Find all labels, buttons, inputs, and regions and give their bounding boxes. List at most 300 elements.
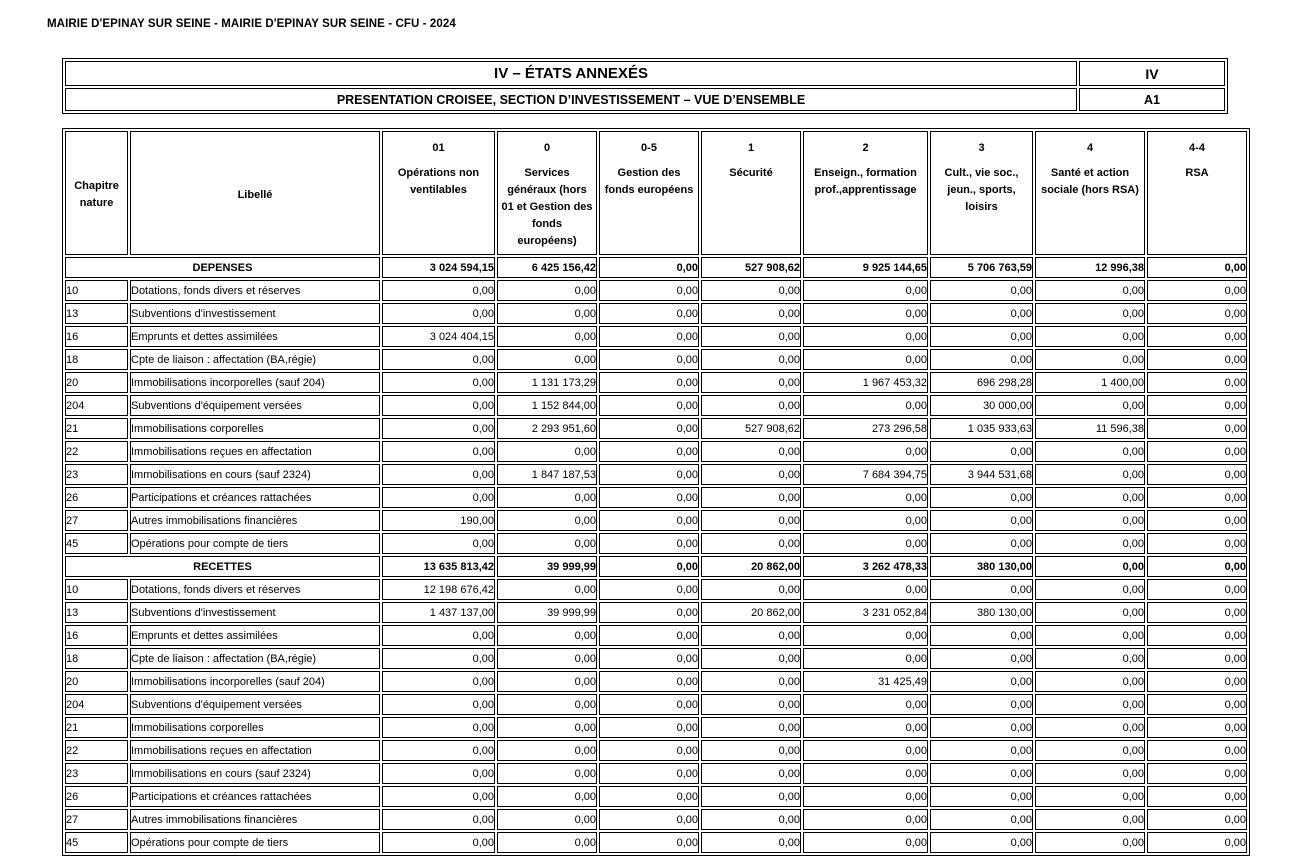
value-cell: 0,00 bbox=[1035, 579, 1145, 600]
table-row-depenses-16 bbox=[65, 326, 1247, 347]
table-row-recettes-10 bbox=[65, 579, 1247, 600]
value-cell: 0,00 bbox=[1035, 763, 1145, 784]
value-cell: 3 944 531,68 bbox=[930, 464, 1033, 485]
value-cell: 0,00 bbox=[1035, 602, 1145, 623]
value-cell: 0,00 bbox=[701, 625, 801, 646]
chapter-code-cell: 21 bbox=[65, 717, 128, 738]
table-row-depenses-27 bbox=[65, 510, 1247, 531]
libelle-header-cell: Libellé bbox=[130, 131, 380, 255]
value-cell: 0,00 bbox=[382, 487, 495, 508]
value-cell: 0,00 bbox=[1035, 464, 1145, 485]
value-cell: 0,00 bbox=[930, 326, 1033, 347]
value-cell: 0,00 bbox=[382, 832, 495, 853]
section-total-cell: 9 925 144,65 bbox=[803, 257, 928, 278]
value-cell: 0,00 bbox=[701, 441, 801, 462]
value-cell: 0,00 bbox=[930, 625, 1033, 646]
value-cell: 0,00 bbox=[930, 786, 1033, 807]
chapter-label-cell: Participations et créances rattachées bbox=[130, 786, 380, 807]
section-total-cell: 39 999,99 bbox=[497, 556, 597, 577]
value-cell: 0,00 bbox=[497, 579, 597, 600]
value-cell: 0,00 bbox=[382, 625, 495, 646]
value-cell: 0,00 bbox=[1147, 809, 1247, 830]
value-cell: 0,00 bbox=[382, 418, 495, 439]
value-cell: 0,00 bbox=[1147, 303, 1247, 324]
value-cell: 273 296,58 bbox=[803, 418, 928, 439]
value-cell: 0,00 bbox=[803, 487, 928, 508]
value-cell: 0,00 bbox=[701, 533, 801, 554]
function-column-header-4-4 bbox=[1147, 131, 1247, 255]
chapter-label-cell: Opérations pour compte de tiers bbox=[130, 832, 380, 853]
chapter-code-cell: 16 bbox=[65, 625, 128, 646]
title-block bbox=[62, 58, 1228, 114]
chapter-code-cell: 10 bbox=[65, 579, 128, 600]
value-cell: 0,00 bbox=[701, 487, 801, 508]
function-column-header-4 bbox=[1035, 131, 1145, 255]
section-total-cell: 12 996,38 bbox=[1035, 257, 1145, 278]
value-cell: 0,00 bbox=[599, 763, 699, 784]
value-cell: 0,00 bbox=[803, 510, 928, 531]
value-cell: 0,00 bbox=[1147, 441, 1247, 462]
chapter-label-cell: Dotations, fonds divers et réserves bbox=[130, 579, 380, 600]
value-cell: 0,00 bbox=[599, 832, 699, 853]
value-cell: 0,00 bbox=[497, 763, 597, 784]
value-cell: 0,00 bbox=[701, 280, 801, 301]
chapter-code-cell: 10 bbox=[65, 280, 128, 301]
value-cell: 0,00 bbox=[382, 533, 495, 554]
value-cell: 0,00 bbox=[1147, 487, 1247, 508]
table-row-depenses-13 bbox=[65, 303, 1247, 324]
value-cell: 0,00 bbox=[497, 694, 597, 715]
chapter-code-cell: 22 bbox=[65, 441, 128, 462]
value-cell: 0,00 bbox=[1035, 326, 1145, 347]
value-cell: 0,00 bbox=[701, 694, 801, 715]
table-row-recettes-45 bbox=[65, 832, 1247, 853]
value-cell: 696 298,28 bbox=[930, 372, 1033, 393]
value-cell: 0,00 bbox=[1035, 349, 1145, 370]
value-cell: 0,00 bbox=[497, 671, 597, 692]
chapter-label-cell: Opérations pour compte de tiers bbox=[130, 533, 380, 554]
value-cell: 0,00 bbox=[382, 809, 495, 830]
value-cell: 31 425,49 bbox=[803, 671, 928, 692]
value-cell: 1 152 844,00 bbox=[497, 395, 597, 416]
column-label: Services généraux (hors 01 et Gestion des fonds européens) bbox=[501, 167, 593, 247]
table-row-recettes-13 bbox=[65, 602, 1247, 623]
value-cell: 0,00 bbox=[599, 372, 699, 393]
function-column-header-1 bbox=[701, 131, 801, 255]
value-cell: 0,00 bbox=[382, 671, 495, 692]
value-cell: 0,00 bbox=[803, 533, 928, 554]
chapter-label-cell: Immobilisations incorporelles (sauf 204) bbox=[130, 671, 380, 692]
section-total-cell: 0,00 bbox=[1035, 556, 1145, 577]
chapter-code-cell: 22 bbox=[65, 740, 128, 761]
column-code: 1 bbox=[747, 142, 755, 154]
value-cell: 0,00 bbox=[1147, 763, 1247, 784]
chapter-code-cell: 26 bbox=[65, 487, 128, 508]
table-row-depenses-204 bbox=[65, 395, 1247, 416]
value-cell: 0,00 bbox=[599, 280, 699, 301]
section-title-cell: DEPENSES bbox=[65, 257, 380, 278]
value-cell: 0,00 bbox=[382, 372, 495, 393]
table-row-depenses-26 bbox=[65, 487, 1247, 508]
section-total-cell: 3 024 594,15 bbox=[382, 257, 495, 278]
column-label: RSA bbox=[1185, 167, 1209, 179]
value-cell: 0,00 bbox=[1147, 395, 1247, 416]
value-cell: 0,00 bbox=[497, 832, 597, 853]
value-cell: 0,00 bbox=[930, 740, 1033, 761]
section-title-cell: RECETTES bbox=[65, 556, 380, 577]
value-cell: 0,00 bbox=[803, 395, 928, 416]
value-cell: 0,00 bbox=[497, 349, 597, 370]
chapter-label-cell: Participations et créances rattachées bbox=[130, 487, 380, 508]
section-total-cell: 0,00 bbox=[1147, 257, 1247, 278]
value-cell: 0,00 bbox=[382, 648, 495, 669]
value-cell: 0,00 bbox=[1035, 671, 1145, 692]
value-cell: 0,00 bbox=[803, 763, 928, 784]
value-cell: 0,00 bbox=[1035, 740, 1145, 761]
table-row-recettes-23 bbox=[65, 763, 1247, 784]
value-cell: 0,00 bbox=[1147, 349, 1247, 370]
chapter-code-cell: 26 bbox=[65, 786, 128, 807]
value-cell: 0,00 bbox=[1147, 464, 1247, 485]
section-total-cell: 20 862,00 bbox=[701, 556, 801, 577]
column-label: Gestion des fonds européens bbox=[604, 167, 694, 196]
chapter-label-cell: Subventions d'investissement bbox=[130, 602, 380, 623]
value-cell: 0,00 bbox=[1147, 533, 1247, 554]
chapter-label-cell: Immobilisations corporelles bbox=[130, 418, 380, 439]
chapter-label-cell: Dotations, fonds divers et réserves bbox=[130, 280, 380, 301]
value-cell: 1 967 453,32 bbox=[803, 372, 928, 393]
value-cell: 0,00 bbox=[930, 533, 1033, 554]
value-cell: 12 198 676,42 bbox=[382, 579, 495, 600]
value-cell: 0,00 bbox=[599, 533, 699, 554]
value-cell: 0,00 bbox=[497, 533, 597, 554]
investment-cross-presentation-table bbox=[62, 128, 1250, 856]
value-cell: 0,00 bbox=[701, 510, 801, 531]
value-cell: 0,00 bbox=[701, 740, 801, 761]
value-cell: 0,00 bbox=[382, 395, 495, 416]
value-cell: 0,00 bbox=[701, 464, 801, 485]
function-column-header-0 bbox=[497, 131, 597, 255]
section-total-cell: 0,00 bbox=[1147, 556, 1247, 577]
value-cell: 0,00 bbox=[599, 809, 699, 830]
chapter-code-cell: 27 bbox=[65, 809, 128, 830]
value-cell: 3 024 404,15 bbox=[382, 326, 495, 347]
value-cell: 0,00 bbox=[803, 717, 928, 738]
column-label: Opérations non ventilables bbox=[397, 167, 480, 196]
value-cell: 0,00 bbox=[1035, 303, 1145, 324]
value-cell: 0,00 bbox=[599, 671, 699, 692]
value-cell: 0,00 bbox=[803, 326, 928, 347]
value-cell: 0,00 bbox=[1147, 510, 1247, 531]
section-total-cell: 3 262 478,33 bbox=[803, 556, 928, 577]
value-cell: 0,00 bbox=[1035, 510, 1145, 531]
presentation-title: PRESENTATION CROISEE, SECTION D’INVESTISSEMENT – VUE D’ENSEMBLE bbox=[65, 88, 1077, 111]
chapter-label-cell: Subventions d'équipement versées bbox=[130, 694, 380, 715]
value-cell: 0,00 bbox=[497, 510, 597, 531]
table-row-depenses-20 bbox=[65, 372, 1247, 393]
function-column-header-3 bbox=[930, 131, 1033, 255]
table-row-recettes-27 bbox=[65, 809, 1247, 830]
chapter-code-cell: 18 bbox=[65, 349, 128, 370]
value-cell: 1 847 187,53 bbox=[497, 464, 597, 485]
value-cell: 0,00 bbox=[497, 786, 597, 807]
value-cell: 0,00 bbox=[701, 671, 801, 692]
column-code: 0-5 bbox=[641, 142, 657, 154]
column-code: 2 bbox=[862, 142, 869, 154]
chapter-code-cell: 204 bbox=[65, 694, 128, 715]
value-cell: 0,00 bbox=[599, 625, 699, 646]
function-column-header-0-5 bbox=[599, 131, 699, 255]
chapter-label-cell: Subventions d'investissement bbox=[130, 303, 380, 324]
chapter-label-cell: Emprunts et dettes assimilées bbox=[130, 326, 380, 347]
value-cell: 0,00 bbox=[382, 441, 495, 462]
section-total-cell: 0,00 bbox=[599, 556, 699, 577]
section-total-cell: 5 706 763,59 bbox=[930, 257, 1033, 278]
value-cell: 0,00 bbox=[803, 441, 928, 462]
column-code: 01 bbox=[432, 142, 445, 154]
value-cell: 527 908,62 bbox=[701, 418, 801, 439]
function-column-header-01 bbox=[382, 131, 495, 255]
value-cell: 3 231 052,84 bbox=[803, 602, 928, 623]
value-cell: 0,00 bbox=[382, 303, 495, 324]
value-cell: 0,00 bbox=[497, 441, 597, 462]
chapter-label-cell: Immobilisations reçues en affectation bbox=[130, 441, 380, 462]
value-cell: 0,00 bbox=[1147, 372, 1247, 393]
section-row-depenses bbox=[65, 257, 1247, 278]
table-row-recettes-22 bbox=[65, 740, 1247, 761]
value-cell: 0,00 bbox=[599, 717, 699, 738]
table-row-recettes-16 bbox=[65, 625, 1247, 646]
chapter-code-cell: 204 bbox=[65, 395, 128, 416]
value-cell: 0,00 bbox=[803, 809, 928, 830]
annex-code: IV bbox=[1079, 61, 1225, 86]
value-cell: 0,00 bbox=[497, 809, 597, 830]
value-cell: 0,00 bbox=[930, 579, 1033, 600]
value-cell: 0,00 bbox=[599, 648, 699, 669]
annex-title: IV – ÉTATS ANNEXÉS bbox=[65, 61, 1077, 86]
value-cell: 0,00 bbox=[930, 763, 1033, 784]
value-cell: 0,00 bbox=[599, 464, 699, 485]
value-cell: 0,00 bbox=[803, 786, 928, 807]
chapter-code-cell: 13 bbox=[65, 602, 128, 623]
value-cell: 0,00 bbox=[599, 326, 699, 347]
value-cell: 0,00 bbox=[701, 326, 801, 347]
section-total-cell: 6 425 156,42 bbox=[497, 257, 597, 278]
value-cell: 0,00 bbox=[930, 487, 1033, 508]
value-cell: 0,00 bbox=[930, 510, 1033, 531]
table-row-recettes-20 bbox=[65, 671, 1247, 692]
value-cell: 0,00 bbox=[701, 648, 801, 669]
value-cell: 0,00 bbox=[1147, 625, 1247, 646]
value-cell: 39 999,99 bbox=[497, 602, 597, 623]
chapter-code-cell: 45 bbox=[65, 832, 128, 853]
value-cell: 0,00 bbox=[1035, 625, 1145, 646]
value-cell: 0,00 bbox=[701, 786, 801, 807]
column-label: Cult., vie soc., jeun., sports, loisirs bbox=[944, 167, 1019, 213]
value-cell: 0,00 bbox=[803, 579, 928, 600]
table-row-depenses-23 bbox=[65, 464, 1247, 485]
value-cell: 0,00 bbox=[701, 372, 801, 393]
chapter-label-cell: Cpte de liaison : affectation (BA,régie) bbox=[130, 349, 380, 370]
section-total-cell: 380 130,00 bbox=[930, 556, 1033, 577]
value-cell: 0,00 bbox=[1147, 648, 1247, 669]
value-cell: 0,00 bbox=[382, 786, 495, 807]
chapter-code-cell: 21 bbox=[65, 418, 128, 439]
value-cell: 0,00 bbox=[1147, 694, 1247, 715]
value-cell: 0,00 bbox=[1147, 740, 1247, 761]
value-cell: 0,00 bbox=[497, 625, 597, 646]
value-cell: 0,00 bbox=[930, 717, 1033, 738]
value-cell: 0,00 bbox=[497, 648, 597, 669]
value-cell: 0,00 bbox=[930, 671, 1033, 692]
value-cell: 0,00 bbox=[1035, 280, 1145, 301]
value-cell: 0,00 bbox=[803, 349, 928, 370]
chapter-code-cell: 45 bbox=[65, 533, 128, 554]
value-cell: 0,00 bbox=[930, 280, 1033, 301]
value-cell: 0,00 bbox=[701, 717, 801, 738]
presentation-code: A1 bbox=[1079, 88, 1225, 111]
value-cell: 0,00 bbox=[382, 763, 495, 784]
section-total-cell: 527 908,62 bbox=[701, 257, 801, 278]
section-row-recettes bbox=[65, 556, 1247, 577]
value-cell: 0,00 bbox=[599, 510, 699, 531]
value-cell: 0,00 bbox=[497, 487, 597, 508]
chapter-label-cell: Subventions d'équipement versées bbox=[130, 395, 380, 416]
chapter-code-cell: 18 bbox=[65, 648, 128, 669]
value-cell: 0,00 bbox=[701, 832, 801, 853]
value-cell: 0,00 bbox=[382, 280, 495, 301]
section-total-cell: 0,00 bbox=[599, 257, 699, 278]
value-cell: 0,00 bbox=[930, 832, 1033, 853]
value-cell: 0,00 bbox=[701, 763, 801, 784]
value-cell: 0,00 bbox=[930, 694, 1033, 715]
value-cell: 0,00 bbox=[701, 349, 801, 370]
value-cell: 0,00 bbox=[1147, 717, 1247, 738]
value-cell: 0,00 bbox=[382, 694, 495, 715]
table-row-recettes-26 bbox=[65, 786, 1247, 807]
value-cell: 0,00 bbox=[497, 326, 597, 347]
value-cell: 0,00 bbox=[701, 579, 801, 600]
chapter-label-cell: Immobilisations en cours (sauf 2324) bbox=[130, 763, 380, 784]
value-cell: 0,00 bbox=[701, 395, 801, 416]
value-cell: 0,00 bbox=[599, 694, 699, 715]
chapter-code-cell: 13 bbox=[65, 303, 128, 324]
value-cell: 0,00 bbox=[803, 625, 928, 646]
value-cell: 0,00 bbox=[930, 349, 1033, 370]
value-cell: 0,00 bbox=[599, 418, 699, 439]
value-cell: 0,00 bbox=[1035, 395, 1145, 416]
value-cell: 0,00 bbox=[803, 303, 928, 324]
chapter-label-cell: Immobilisations incorporelles (sauf 204) bbox=[130, 372, 380, 393]
value-cell: 0,00 bbox=[599, 349, 699, 370]
value-cell: 1 437 137,00 bbox=[382, 602, 495, 623]
value-cell: 0,00 bbox=[599, 487, 699, 508]
chapter-label-cell: Immobilisations corporelles bbox=[130, 717, 380, 738]
value-cell: 0,00 bbox=[930, 303, 1033, 324]
value-cell: 1 131 173,29 bbox=[497, 372, 597, 393]
column-code: 0 bbox=[543, 142, 551, 154]
value-cell: 0,00 bbox=[1147, 671, 1247, 692]
value-cell: 0,00 bbox=[599, 602, 699, 623]
chapter-label-cell: Immobilisations reçues en affectation bbox=[130, 740, 380, 761]
column-label: Sécurité bbox=[729, 167, 773, 179]
value-cell: 20 862,00 bbox=[701, 602, 801, 623]
value-cell: 0,00 bbox=[930, 809, 1033, 830]
column-label: Santé et action sociale (hors RSA) bbox=[1041, 167, 1139, 196]
chapter-code-cell: 27 bbox=[65, 510, 128, 531]
value-cell: 0,00 bbox=[1147, 280, 1247, 301]
value-cell: 380 130,00 bbox=[930, 602, 1033, 623]
value-cell: 0,00 bbox=[497, 717, 597, 738]
table-row-depenses-10 bbox=[65, 280, 1247, 301]
value-cell: 1 400,00 bbox=[1035, 372, 1145, 393]
chapter-label-cell: Cpte de liaison : affectation (BA,régie) bbox=[130, 648, 380, 669]
table-row-depenses-22 bbox=[65, 441, 1247, 462]
value-cell: 0,00 bbox=[599, 303, 699, 324]
corner-header-cell: Chapitre nature bbox=[65, 131, 128, 255]
chapter-code-cell: 20 bbox=[65, 671, 128, 692]
section-total-cell: 13 635 813,42 bbox=[382, 556, 495, 577]
table-row-depenses-18 bbox=[65, 349, 1247, 370]
value-cell: 0,00 bbox=[1035, 717, 1145, 738]
value-cell: 0,00 bbox=[382, 717, 495, 738]
value-cell: 0,00 bbox=[382, 464, 495, 485]
value-cell: 0,00 bbox=[1147, 579, 1247, 600]
table-row-recettes-18 bbox=[65, 648, 1247, 669]
chapter-label-cell: Immobilisations en cours (sauf 2324) bbox=[130, 464, 380, 485]
value-cell: 2 293 951,60 bbox=[497, 418, 597, 439]
value-cell: 0,00 bbox=[1035, 533, 1145, 554]
value-cell: 0,00 bbox=[1147, 602, 1247, 623]
value-cell: 0,00 bbox=[1035, 441, 1145, 462]
column-code: 4-4 bbox=[1189, 142, 1205, 154]
value-cell: 0,00 bbox=[1035, 694, 1145, 715]
value-cell: 0,00 bbox=[599, 786, 699, 807]
value-cell: 0,00 bbox=[599, 441, 699, 462]
table-row-depenses-45 bbox=[65, 533, 1247, 554]
value-cell: 0,00 bbox=[803, 280, 928, 301]
chapter-code-cell: 16 bbox=[65, 326, 128, 347]
value-cell: 0,00 bbox=[1147, 786, 1247, 807]
value-cell: 0,00 bbox=[1147, 326, 1247, 347]
value-cell: 0,00 bbox=[803, 740, 928, 761]
chapter-label-cell: Autres immobilisations financières bbox=[130, 510, 380, 531]
value-cell: 0,00 bbox=[1147, 418, 1247, 439]
value-cell: 0,00 bbox=[930, 441, 1033, 462]
value-cell: 11 596,38 bbox=[1035, 418, 1145, 439]
value-cell: 190,00 bbox=[382, 510, 495, 531]
chapter-label-cell: Emprunts et dettes assimilées bbox=[130, 625, 380, 646]
value-cell: 0,00 bbox=[497, 303, 597, 324]
chapter-code-cell: 23 bbox=[65, 464, 128, 485]
table-row-depenses-21 bbox=[65, 418, 1247, 439]
value-cell: 0,00 bbox=[930, 648, 1033, 669]
value-cell: 0,00 bbox=[803, 648, 928, 669]
column-code: 4 bbox=[1086, 142, 1094, 154]
chapter-code-cell: 23 bbox=[65, 763, 128, 784]
value-cell: 0,00 bbox=[599, 395, 699, 416]
value-cell: 0,00 bbox=[1147, 832, 1247, 853]
value-cell: 0,00 bbox=[382, 740, 495, 761]
value-cell: 0,00 bbox=[497, 280, 597, 301]
document-header: MAIRIE D'EPINAY SUR SEINE - MAIRIE D'EPINAY SUR SEINE - CFU - 2024 bbox=[47, 18, 456, 30]
column-label: Enseign., formation prof.,apprentissage bbox=[814, 167, 917, 196]
chapter-label-cell: Autres immobilisations financières bbox=[130, 809, 380, 830]
value-cell: 0,00 bbox=[1035, 786, 1145, 807]
value-cell: 30 000,00 bbox=[930, 395, 1033, 416]
value-cell: 0,00 bbox=[701, 809, 801, 830]
table-row-recettes-204 bbox=[65, 694, 1247, 715]
